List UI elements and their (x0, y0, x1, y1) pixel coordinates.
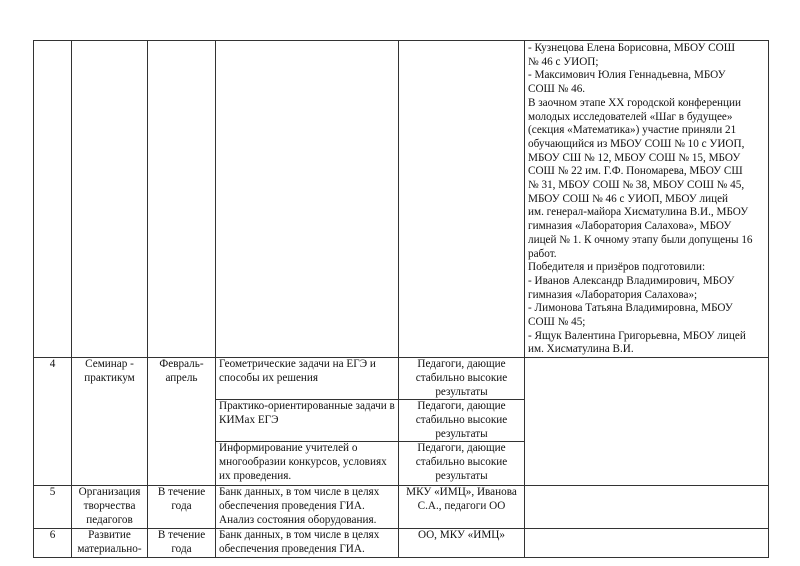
cell-period: В течение года (148, 529, 216, 557)
cell-topic (216, 41, 399, 358)
cell-resp: Педагоги, дающие стабильно высокие результаты (399, 358, 525, 400)
results-line: - Максимович Юлия Геннадьевна, МБОУ (528, 69, 726, 82)
results-line: СОШ № 22 им. Г.Ф. Пономарева, МБОУ СШ (528, 165, 743, 178)
results-line: № 46 с УИОП; (528, 55, 599, 68)
cell-period (148, 41, 216, 358)
cell-resp: Педагоги, дающие стабильно высокие результаты (399, 400, 525, 442)
results-line: № 31, МБОУ СОШ № 38, МБОУ СОШ № 45, (528, 179, 745, 192)
cell-period: Февраль-апрель (148, 358, 216, 486)
cell-resp: МКУ «ИМЦ», Иванова С.А., педагоги ОО (399, 486, 525, 529)
results-line: лицей № 1. К очному этапу были допущены 16 (528, 233, 753, 246)
cell-resp (399, 41, 525, 358)
results-line: молодых исследователей «Шаг в будущее» (528, 110, 733, 123)
results-line: гимназия «Лаборатория Салахова», МБОУ (528, 220, 732, 233)
cell-topic: Геометрические задачи на ЕГЭ и способы их решения (216, 358, 399, 400)
cell-results (525, 41, 769, 358)
cell-results (525, 358, 769, 486)
cell-form: Организация творчества педагогов (72, 486, 148, 529)
table-row-continued (34, 41, 769, 358)
results-line: им. Хисматулина В.И. (528, 343, 634, 356)
cell-form: Семинар - практикум (72, 358, 148, 486)
cell-period: В течение года (148, 486, 216, 529)
results-line: - Кузнецова Елена Борисовна, МБОУ СОШ (528, 42, 735, 54)
cell-resp: ОО, МКУ «ИМЦ» (399, 529, 525, 557)
results-line: СОШ № 46. (528, 83, 586, 96)
results-line: гимназия «Лаборатория Салахова»; (528, 288, 698, 301)
cell-num (34, 41, 72, 358)
results-line: МБОУ СОШ № 46 с УИОП, МБОУ лицей (528, 192, 729, 205)
cell-topic: Банк данных, в том числе в целях обеспечения проведения ГИА. (216, 529, 399, 557)
results-line: обучающийся из МБОУ СОШ № 10 с УИОП, (528, 137, 745, 150)
cell-num: 5 (34, 486, 72, 529)
plan-table (33, 40, 769, 558)
table-row (34, 486, 769, 529)
cell-form: Развитие материально- (72, 529, 148, 557)
results-line: - Ящук Валентина Григорьевна, МБОУ лицей (528, 329, 746, 342)
results-line: СОШ № 45; (528, 316, 586, 329)
table-row (34, 358, 769, 400)
results-line: В заочном этапе XX городской конференции (528, 96, 742, 109)
table-row (34, 529, 769, 557)
cell-results (525, 486, 769, 529)
cell-topic: Практико-ориентированные задачи в КИМах ЕГЭ (216, 400, 399, 442)
cell-topic: Информирование учителей о многообразии конкурсов, условиях их проведения. (216, 442, 399, 486)
cell-form (72, 41, 148, 358)
results-line: работ. (528, 247, 557, 260)
results-line: - Иванов Александр Владимирович, МБОУ (528, 274, 735, 287)
cell-topic: Банк данных, в том числе в целях обеспечения проведения ГИА. Анализ состояния оборудования. (216, 486, 399, 529)
cell-num: 4 (34, 358, 72, 486)
results-line: (секция «Математика») участие приняли 21 (528, 124, 737, 137)
results-line: - Лимонова Татьяна Владимировна, МБОУ (528, 302, 733, 315)
cell-results (525, 529, 769, 557)
results-line: им. генерал-майора Хисматулина В.И., МБОУ (528, 206, 749, 219)
results-line: Победителя и призёров подготовили: (528, 261, 706, 274)
cell-num: 6 (34, 529, 72, 557)
results-line: МБОУ СШ № 12, МБОУ СОШ № 15, МБОУ (528, 151, 741, 164)
cell-resp: Педагоги, дающие стабильно высокие результаты (399, 442, 525, 486)
